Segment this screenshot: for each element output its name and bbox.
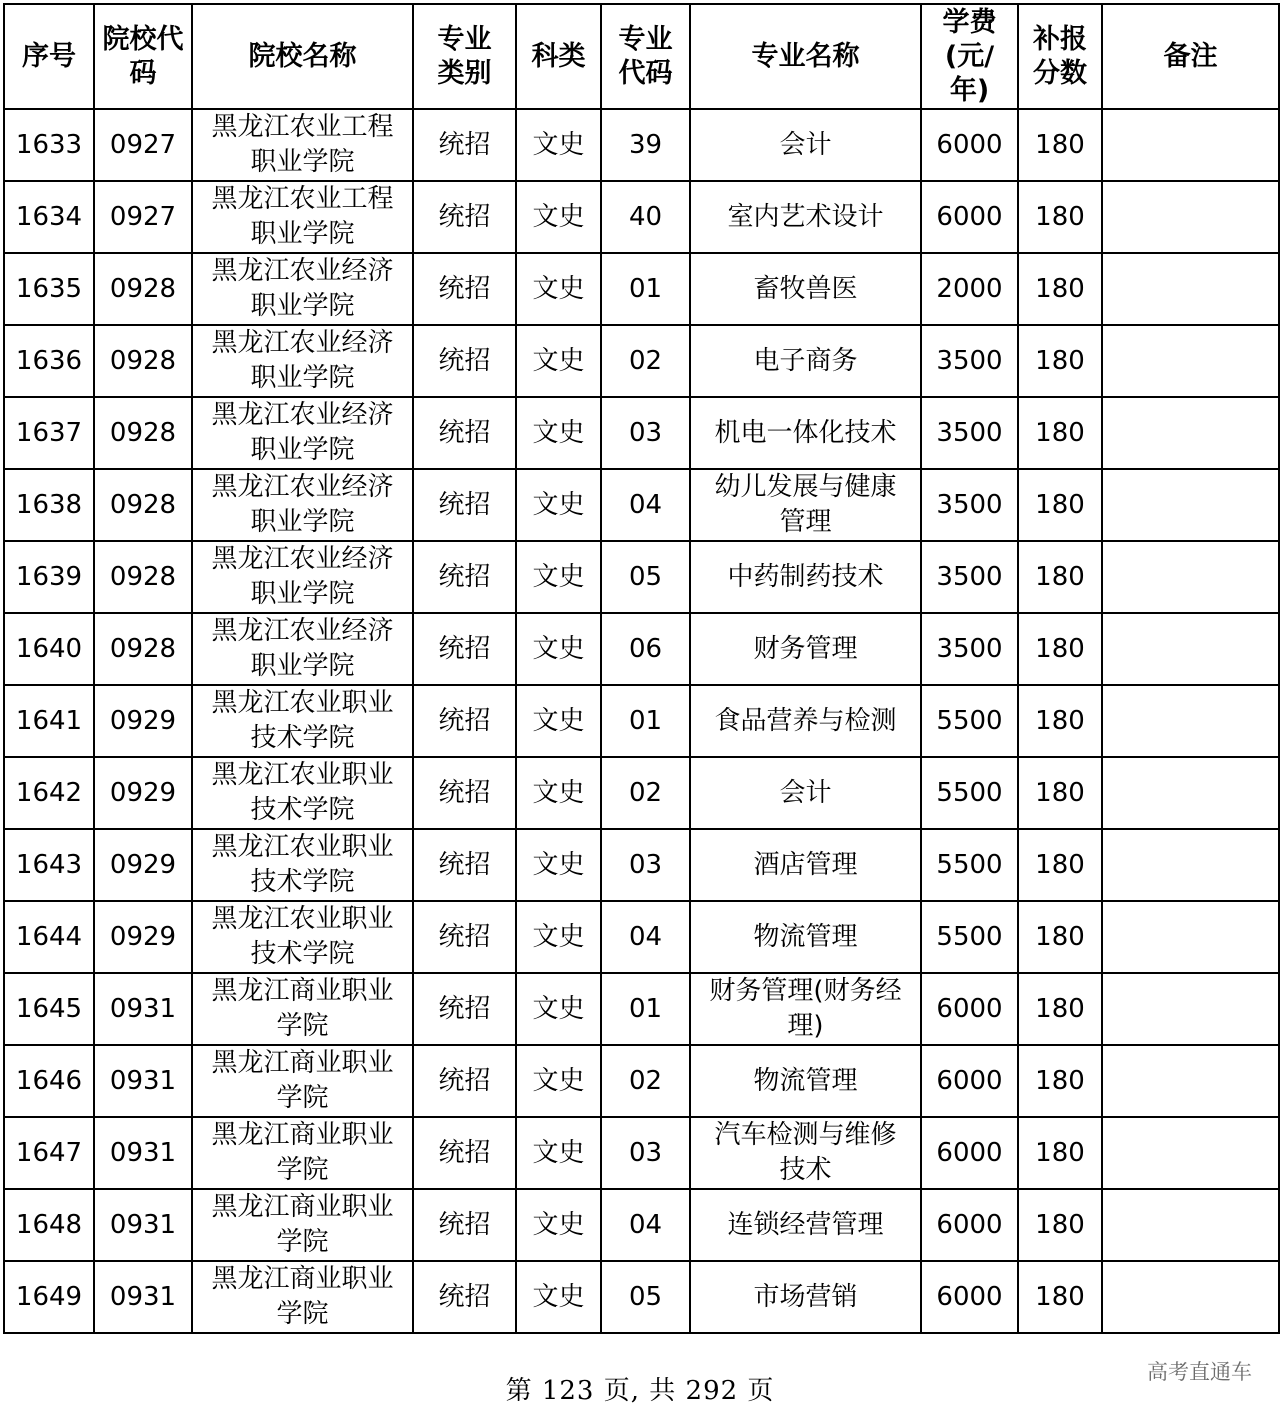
cell-school-name: 黑龙江农业工程 职业学院 xyxy=(192,181,413,253)
cell-tuition: 3500 xyxy=(921,613,1018,685)
cell-score: 180 xyxy=(1018,469,1102,541)
cell-major-code: 06 xyxy=(601,613,690,685)
table-row xyxy=(4,829,1279,901)
cell-subject: 文史 xyxy=(516,1261,601,1333)
cell-major-name: 汽车检测与维修 技术 xyxy=(690,1117,921,1189)
cell-remark xyxy=(1102,1117,1279,1189)
cell-school-code: 0929 xyxy=(94,757,192,829)
cell-tuition: 3500 xyxy=(921,397,1018,469)
cell-remark xyxy=(1102,1045,1279,1117)
cell-school-code: 0931 xyxy=(94,1117,192,1189)
cell-major-type: 统招 xyxy=(413,1117,516,1189)
cell-tuition: 6000 xyxy=(921,1117,1018,1189)
admission-table xyxy=(3,3,1280,1334)
cell-major-name: 酒店管理 xyxy=(690,829,921,901)
cell-subject: 文史 xyxy=(516,1189,601,1261)
header-remark: 备注 xyxy=(1102,4,1279,109)
cell-seq: 1647 xyxy=(4,1117,94,1189)
cell-school-code: 0929 xyxy=(94,901,192,973)
cell-school-name: 黑龙江商业职业 学院 xyxy=(192,973,413,1045)
cell-school-code: 0929 xyxy=(94,685,192,757)
cell-major-code: 01 xyxy=(601,685,690,757)
cell-school-name: 黑龙江农业职业 技术学院 xyxy=(192,757,413,829)
cell-subject: 文史 xyxy=(516,685,601,757)
cell-major-code: 04 xyxy=(601,469,690,541)
cell-remark xyxy=(1102,325,1279,397)
cell-school-code: 0931 xyxy=(94,973,192,1045)
cell-remark xyxy=(1102,973,1279,1045)
cell-major-name: 畜牧兽医 xyxy=(690,253,921,325)
cell-school-name: 黑龙江农业职业 技术学院 xyxy=(192,829,413,901)
cell-score: 180 xyxy=(1018,973,1102,1045)
cell-seq: 1635 xyxy=(4,253,94,325)
cell-school-name: 黑龙江农业经济 职业学院 xyxy=(192,397,413,469)
cell-subject: 文史 xyxy=(516,1045,601,1117)
table-row xyxy=(4,757,1279,829)
cell-seq: 1636 xyxy=(4,325,94,397)
table-row xyxy=(4,685,1279,757)
cell-major-type: 统招 xyxy=(413,973,516,1045)
cell-seq: 1634 xyxy=(4,181,94,253)
table-header xyxy=(4,4,1279,109)
cell-score: 180 xyxy=(1018,181,1102,253)
cell-school-code: 0928 xyxy=(94,613,192,685)
cell-major-name: 食品营养与检测 xyxy=(690,685,921,757)
cell-school-code: 0929 xyxy=(94,829,192,901)
cell-score: 180 xyxy=(1018,1117,1102,1189)
cell-subject: 文史 xyxy=(516,901,601,973)
cell-school-name: 黑龙江农业经济 职业学院 xyxy=(192,253,413,325)
cell-major-type: 统招 xyxy=(413,1189,516,1261)
cell-seq: 1633 xyxy=(4,109,94,181)
cell-tuition: 2000 xyxy=(921,253,1018,325)
cell-remark xyxy=(1102,685,1279,757)
cell-major-name: 财务管理(财务经 理) xyxy=(690,973,921,1045)
cell-major-code: 03 xyxy=(601,829,690,901)
cell-major-name: 室内艺术设计 xyxy=(690,181,921,253)
header-seq: 序号 xyxy=(4,4,94,109)
header-tuition: 学费 (元/ 年) xyxy=(921,4,1018,109)
cell-score: 180 xyxy=(1018,109,1102,181)
cell-remark xyxy=(1102,1189,1279,1261)
cell-school-name: 黑龙江农业经济 职业学院 xyxy=(192,469,413,541)
cell-major-type: 统招 xyxy=(413,685,516,757)
cell-major-name: 市场营销 xyxy=(690,1261,921,1333)
cell-major-name: 机电一体化技术 xyxy=(690,397,921,469)
table-row xyxy=(4,325,1279,397)
cell-major-name: 中药制药技术 xyxy=(690,541,921,613)
cell-school-name: 黑龙江农业经济 职业学院 xyxy=(192,325,413,397)
cell-school-name: 黑龙江农业职业 技术学院 xyxy=(192,901,413,973)
cell-major-type: 统招 xyxy=(413,181,516,253)
cell-major-name: 幼儿发展与健康 管理 xyxy=(690,469,921,541)
cell-school-code: 0928 xyxy=(94,397,192,469)
cell-major-code: 02 xyxy=(601,757,690,829)
cell-major-name: 会计 xyxy=(690,757,921,829)
cell-seq: 1641 xyxy=(4,685,94,757)
cell-major-code: 02 xyxy=(601,325,690,397)
cell-tuition: 6000 xyxy=(921,181,1018,253)
cell-subject: 文史 xyxy=(516,973,601,1045)
cell-tuition: 5500 xyxy=(921,901,1018,973)
cell-school-code: 0931 xyxy=(94,1189,192,1261)
cell-school-name: 黑龙江商业职业 学院 xyxy=(192,1189,413,1261)
cell-seq: 1645 xyxy=(4,973,94,1045)
header-major-code: 专业 代码 xyxy=(601,4,690,109)
cell-major-type: 统招 xyxy=(413,757,516,829)
table-row xyxy=(4,1045,1279,1117)
cell-major-code: 05 xyxy=(601,1261,690,1333)
cell-school-name: 黑龙江农业职业 技术学院 xyxy=(192,685,413,757)
table-row xyxy=(4,901,1279,973)
cell-major-type: 统招 xyxy=(413,541,516,613)
cell-school-name: 黑龙江商业职业 学院 xyxy=(192,1261,413,1333)
table-row xyxy=(4,541,1279,613)
table-row xyxy=(4,397,1279,469)
cell-major-name: 会计 xyxy=(690,109,921,181)
cell-score: 180 xyxy=(1018,541,1102,613)
cell-tuition: 3500 xyxy=(921,469,1018,541)
cell-score: 180 xyxy=(1018,253,1102,325)
cell-tuition: 3500 xyxy=(921,325,1018,397)
cell-subject: 文史 xyxy=(516,469,601,541)
cell-school-code: 0928 xyxy=(94,325,192,397)
cell-major-type: 统招 xyxy=(413,253,516,325)
header-school-code: 院校代 码 xyxy=(94,4,192,109)
cell-school-code: 0927 xyxy=(94,181,192,253)
header-school-name: 院校名称 xyxy=(192,4,413,109)
cell-remark xyxy=(1102,397,1279,469)
cell-remark xyxy=(1102,469,1279,541)
header-subject: 科类 xyxy=(516,4,601,109)
cell-major-name: 财务管理 xyxy=(690,613,921,685)
cell-major-type: 统招 xyxy=(413,397,516,469)
cell-school-code: 0927 xyxy=(94,109,192,181)
cell-major-type: 统招 xyxy=(413,901,516,973)
cell-score: 180 xyxy=(1018,1261,1102,1333)
cell-subject: 文史 xyxy=(516,181,601,253)
cell-school-name: 黑龙江商业职业 学院 xyxy=(192,1117,413,1189)
cell-remark xyxy=(1102,109,1279,181)
cell-score: 180 xyxy=(1018,613,1102,685)
cell-major-type: 统招 xyxy=(413,829,516,901)
cell-subject: 文史 xyxy=(516,397,601,469)
cell-major-type: 统招 xyxy=(413,1045,516,1117)
table-row xyxy=(4,1261,1279,1333)
cell-score: 180 xyxy=(1018,757,1102,829)
cell-school-code: 0931 xyxy=(94,1045,192,1117)
header-row xyxy=(4,4,1279,109)
cell-subject: 文史 xyxy=(516,829,601,901)
cell-major-code: 05 xyxy=(601,541,690,613)
table-body xyxy=(4,109,1279,1333)
cell-major-type: 统招 xyxy=(413,613,516,685)
cell-subject: 文史 xyxy=(516,613,601,685)
cell-tuition: 6000 xyxy=(921,1045,1018,1117)
table-row xyxy=(4,181,1279,253)
header-major-name: 专业名称 xyxy=(690,4,921,109)
cell-seq: 1646 xyxy=(4,1045,94,1117)
cell-tuition: 6000 xyxy=(921,1189,1018,1261)
cell-score: 180 xyxy=(1018,397,1102,469)
cell-remark xyxy=(1102,829,1279,901)
cell-seq: 1637 xyxy=(4,397,94,469)
cell-score: 180 xyxy=(1018,325,1102,397)
cell-school-name: 黑龙江商业职业 学院 xyxy=(192,1045,413,1117)
header-score: 补报 分数 xyxy=(1018,4,1102,109)
table-row xyxy=(4,973,1279,1045)
table-row xyxy=(4,1189,1279,1261)
cell-tuition: 5500 xyxy=(921,685,1018,757)
cell-school-name: 黑龙江农业工程 职业学院 xyxy=(192,109,413,181)
table-row xyxy=(4,253,1279,325)
page-number: 第 123 页, 共 292 页 xyxy=(505,1376,775,1406)
cell-major-code: 01 xyxy=(601,253,690,325)
cell-major-type: 统招 xyxy=(413,1261,516,1333)
cell-major-code: 40 xyxy=(601,181,690,253)
header-major-type: 专业 类别 xyxy=(413,4,516,109)
cell-major-name: 物流管理 xyxy=(690,901,921,973)
cell-score: 180 xyxy=(1018,1045,1102,1117)
cell-seq: 1648 xyxy=(4,1189,94,1261)
cell-score: 180 xyxy=(1018,829,1102,901)
cell-subject: 文史 xyxy=(516,325,601,397)
cell-subject: 文史 xyxy=(516,541,601,613)
cell-remark xyxy=(1102,1261,1279,1333)
cell-school-code: 0928 xyxy=(94,469,192,541)
cell-seq: 1642 xyxy=(4,757,94,829)
cell-major-type: 统招 xyxy=(413,325,516,397)
cell-major-code: 03 xyxy=(601,397,690,469)
cell-major-name: 连锁经营管理 xyxy=(690,1189,921,1261)
cell-subject: 文史 xyxy=(516,253,601,325)
table-row xyxy=(4,109,1279,181)
cell-remark xyxy=(1102,181,1279,253)
cell-school-code: 0928 xyxy=(94,541,192,613)
table-row xyxy=(4,469,1279,541)
cell-seq: 1643 xyxy=(4,829,94,901)
cell-school-code: 0928 xyxy=(94,253,192,325)
cell-major-name: 物流管理 xyxy=(690,1045,921,1117)
cell-school-code: 0931 xyxy=(94,1261,192,1333)
cell-major-code: 02 xyxy=(601,1045,690,1117)
cell-tuition: 5500 xyxy=(921,829,1018,901)
cell-major-type: 统招 xyxy=(413,469,516,541)
cell-tuition: 6000 xyxy=(921,973,1018,1045)
cell-tuition: 5500 xyxy=(921,757,1018,829)
cell-score: 180 xyxy=(1018,1189,1102,1261)
cell-remark xyxy=(1102,901,1279,973)
cell-remark xyxy=(1102,613,1279,685)
cell-remark xyxy=(1102,541,1279,613)
cell-seq: 1644 xyxy=(4,901,94,973)
cell-major-type: 统招 xyxy=(413,109,516,181)
cell-major-code: 39 xyxy=(601,109,690,181)
cell-major-code: 04 xyxy=(601,1189,690,1261)
cell-seq: 1639 xyxy=(4,541,94,613)
cell-school-name: 黑龙江农业经济 职业学院 xyxy=(192,541,413,613)
cell-tuition: 6000 xyxy=(921,1261,1018,1333)
cell-tuition: 6000 xyxy=(921,109,1018,181)
cell-score: 180 xyxy=(1018,901,1102,973)
cell-remark xyxy=(1102,757,1279,829)
cell-major-code: 04 xyxy=(601,901,690,973)
cell-subject: 文史 xyxy=(516,109,601,181)
cell-seq: 1649 xyxy=(4,1261,94,1333)
cell-subject: 文史 xyxy=(516,1117,601,1189)
cell-major-code: 01 xyxy=(601,973,690,1045)
table-row xyxy=(4,613,1279,685)
cell-major-name: 电子商务 xyxy=(690,325,921,397)
cell-score: 180 xyxy=(1018,685,1102,757)
cell-remark xyxy=(1102,253,1279,325)
table-row xyxy=(4,1117,1279,1189)
cell-seq: 1638 xyxy=(4,469,94,541)
cell-major-code: 03 xyxy=(601,1117,690,1189)
cell-subject: 文史 xyxy=(516,757,601,829)
watermark-text: 高考直通车 xyxy=(1147,1360,1252,1384)
cell-school-name: 黑龙江农业经济 职业学院 xyxy=(192,613,413,685)
cell-tuition: 3500 xyxy=(921,541,1018,613)
cell-seq: 1640 xyxy=(4,613,94,685)
